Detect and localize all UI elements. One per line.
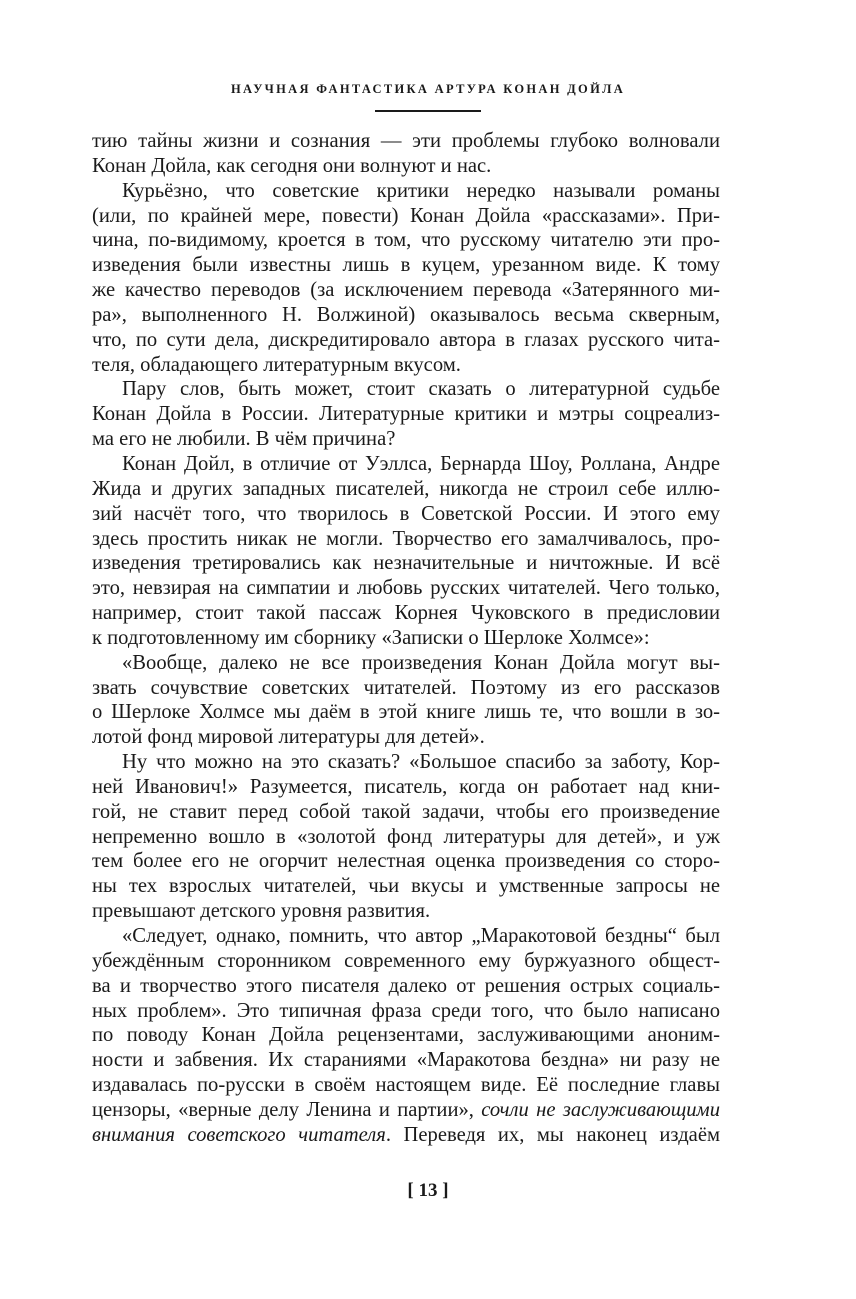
text-line: Конан Дойла, как сегодня они волнуют и нас. (92, 154, 492, 177)
text-line: это, невзирая на симпатии и любовь русских читателей. Чего только, (92, 577, 720, 600)
text-line: «Следует, однако, помнить, что автор „Маракотовой бездны“ был (122, 925, 720, 947)
text-line: например, стоит такой пассаж Корнея Чуковского в предисловии (92, 602, 720, 625)
text-line: звать сочувствие советских читателей. Поэтому из его рассказов (92, 676, 720, 699)
text-line (92, 1123, 720, 1148)
text-line: ра», выполненного Н. Волжиной) оказывалось весьма скверным, (92, 303, 720, 326)
text-line: изведения третировались как незначительные и ничтожные. И всё (92, 552, 720, 575)
text-line: ней Иванович!» Разумеется, писатель, когда он работает над кни- (92, 775, 720, 798)
text-line: Ну что можно на это сказать? «Большое спасибо за заботу, Кор- (122, 751, 720, 774)
text-line: чина, по-видимому, кроется в том, что русскому читателю эти про- (92, 229, 720, 252)
text-line: же качество переводов (за исключением перевода «Затерянного ми- (92, 279, 720, 302)
italic-phrase: внимания советского читателя (92, 1123, 386, 1146)
text-segment: . Переведя их, мы наконец издаём (385, 1123, 720, 1146)
text-line: гой, не ставит перед собой такой задачи, чтобы его произведение (92, 800, 720, 823)
italic-phrase: сочли не заслуживающими (481, 1098, 720, 1121)
text-line: что, по сути дела, дискредитировало автора в глазах русского чита- (92, 328, 720, 351)
text-line: издавалась по-русски в своём настоящем виде. Её последние главы (92, 1074, 720, 1097)
text-line: ва и творчество этого писателя далеко от решения острых социаль- (92, 974, 720, 997)
text-line: изведения были известны лишь в куцем, урезанном виде. К тому (92, 254, 720, 277)
text-line: Пару слов, быть может, стоит сказать о литературной судьбе (122, 378, 720, 401)
text-line: ны тех взрослых читателей, чьи вкусы и умственные запросы не (92, 875, 720, 898)
text-line: теля, обладающего литературным вкусом. (92, 353, 461, 376)
text-line: ма его не любили. В чём причина? (92, 428, 396, 451)
text-line: по поводу Конан Дойла рецензентами, заслуживающими аноним- (92, 1024, 720, 1047)
page-number: [ 13 ] (407, 1180, 449, 1201)
text-line: Жида и других западных писателей, никогда не строил себе иллю- (92, 477, 720, 500)
text-line: Конан Дойл, в отличие от Уэллса, Бернарда Шоу, Роллана, Андре (122, 452, 720, 475)
text-line: Курьёзно, что советские критики нередко называли романы (122, 179, 720, 202)
text-line: Конан Дойла в России. Литературные критики и мэтры соцреализ- (92, 403, 720, 426)
text-line: «Вообще, далеко не все произведения Конан Дойла могут вы- (122, 651, 720, 674)
text-line: непременно вошло в «золотой фонд литературы для детей», и уж (92, 825, 720, 848)
text-line: тем более его не огорчит нелестная оценка произведения со сторо- (92, 850, 720, 873)
text-line: зий насчёт того, что творилось в Советской России. И этого ему (92, 502, 720, 525)
text-line: ности и забвения. Их стараниями «Маракотова бездна» ни разу не (92, 1049, 720, 1072)
header-rule (375, 110, 481, 112)
text-line (92, 1098, 720, 1123)
text-line: о Шерлоке Холмсе мы даём в этой книге лишь те, что вошли в зо- (92, 701, 720, 724)
body-text (92, 129, 720, 1148)
text-line: лотой фонд мировой литературы для детей». (92, 726, 485, 749)
text-line: к подготовленному им сборнику «Записки о Шерлоке Холмсе»: (92, 626, 650, 649)
text-line: превышают детского уровня развития. (92, 900, 431, 923)
text-line: здесь простить никак не могли. Творчество его замалчивалось, про- (92, 527, 720, 550)
text-line: ных проблем». Это типичная фраза среди того, что было написано (92, 999, 720, 1022)
text-segment: цензоры, «верные делу Ленина и партии», (92, 1098, 482, 1121)
text-line: убеждённым сторонником современного ему буржуазного общест- (92, 949, 720, 972)
text-line: тию тайны жизни и сознания — эти проблемы глубоко волновали (92, 130, 720, 152)
text-line: (или, по крайней мере, повести) Конан Дойла «рассказами». При- (92, 204, 720, 227)
running-head: НАУЧНАЯ ФАНТАСТИКА АРТУРА КОНАН ДОЙЛА (230, 82, 626, 96)
